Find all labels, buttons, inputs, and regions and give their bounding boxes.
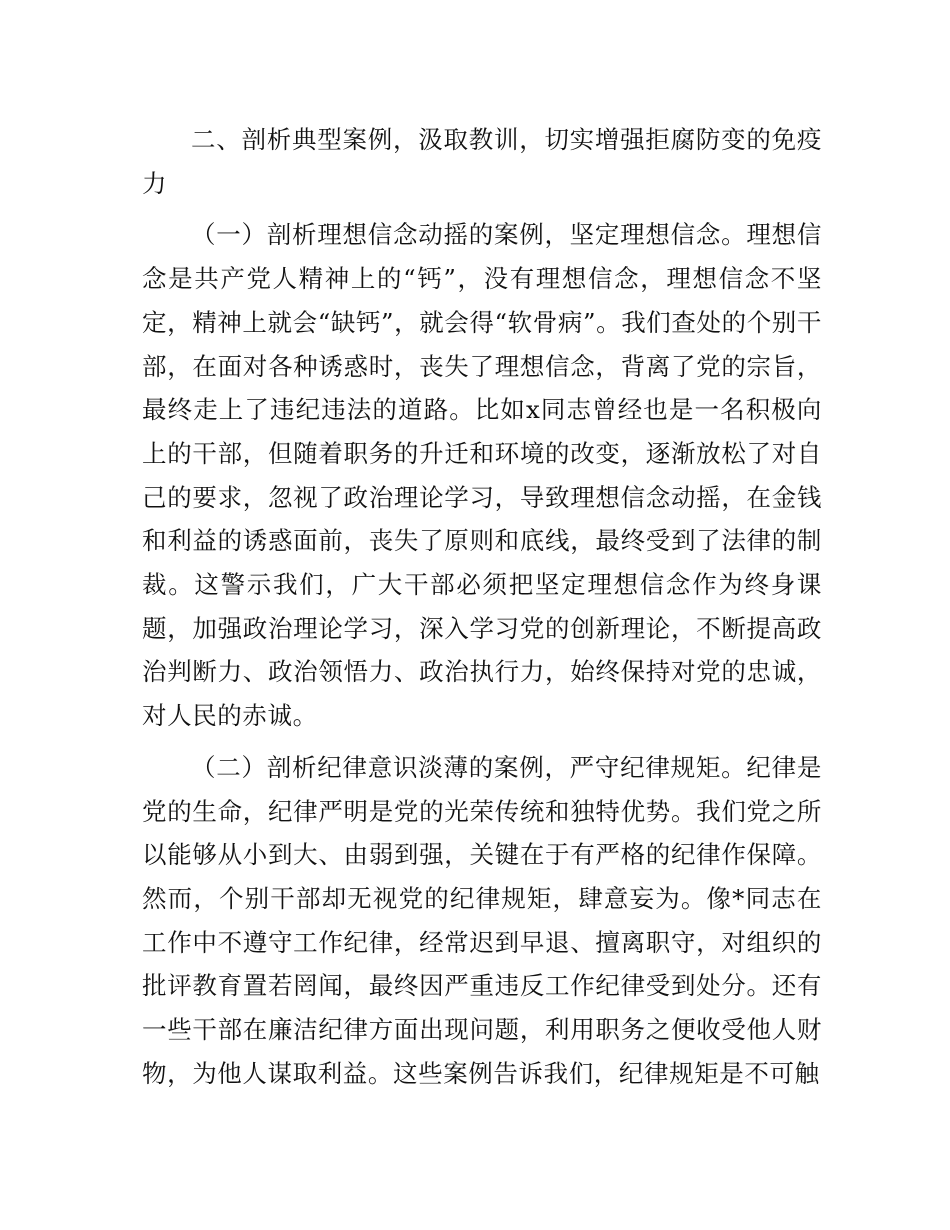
paragraph-discipline: （二）剖析纪律意识淡薄的案例，严守纪律规矩。纪律是党的生命，纪律严明是党的光荣传统和独特优势。我们党之所以能够从小到大、由弱到强，关键在于有严格的纪律作保障。然而，个别干部却无视党的纪律规矩，肆意妄为。像*同志在工作中不遵守工作纪律，经常迟到早退、擅离职守，对组织的批评教育置若罔闻，最终因严重违反工作纪律受到处分。还有一些干部在廉洁纪律方面出现问题，利用职务之便收受他人财物，为他人谋取利益。这些案例告诉我们，纪律规矩是不可触 <box>142 752 822 1088</box>
paragraph-ideals: （一）剖析理想信念动摇的案例，坚定理想信念。理想信念是共产党人精神上的“钙”，没有理想信念，理想信念不坚定，精神上就会“缺钙”，就会得“软骨病”。我们查处的个别干部，在面对各种诱惑时，丧失了理想信念，背离了党的宗旨，最终走上了违纪违法的道路。比如x同志曾经也是一名积极向上的干部，但随着职务的升迁和环境的改变，逐渐放松了对自己的要求，忽视了政治理论学习，导致理想信念动摇，在金钱和利益的诱惑面前，丧失了原则和底线，最终受到了法律的制裁。这警示我们，广大干部必须把坚定理想信念作为终身课题，加强政治理论学习，深入学习党的创新理论，不断提高政治判断力、政治领悟力、政治执行力，始终保持对党的忠诚，对人民的赤诚。 <box>142 220 822 731</box>
section-heading: 二、剖析典型案例，汲取教训，切实增强拒腐防变的免疫力 <box>142 125 822 198</box>
document-body <box>142 118 822 1095</box>
